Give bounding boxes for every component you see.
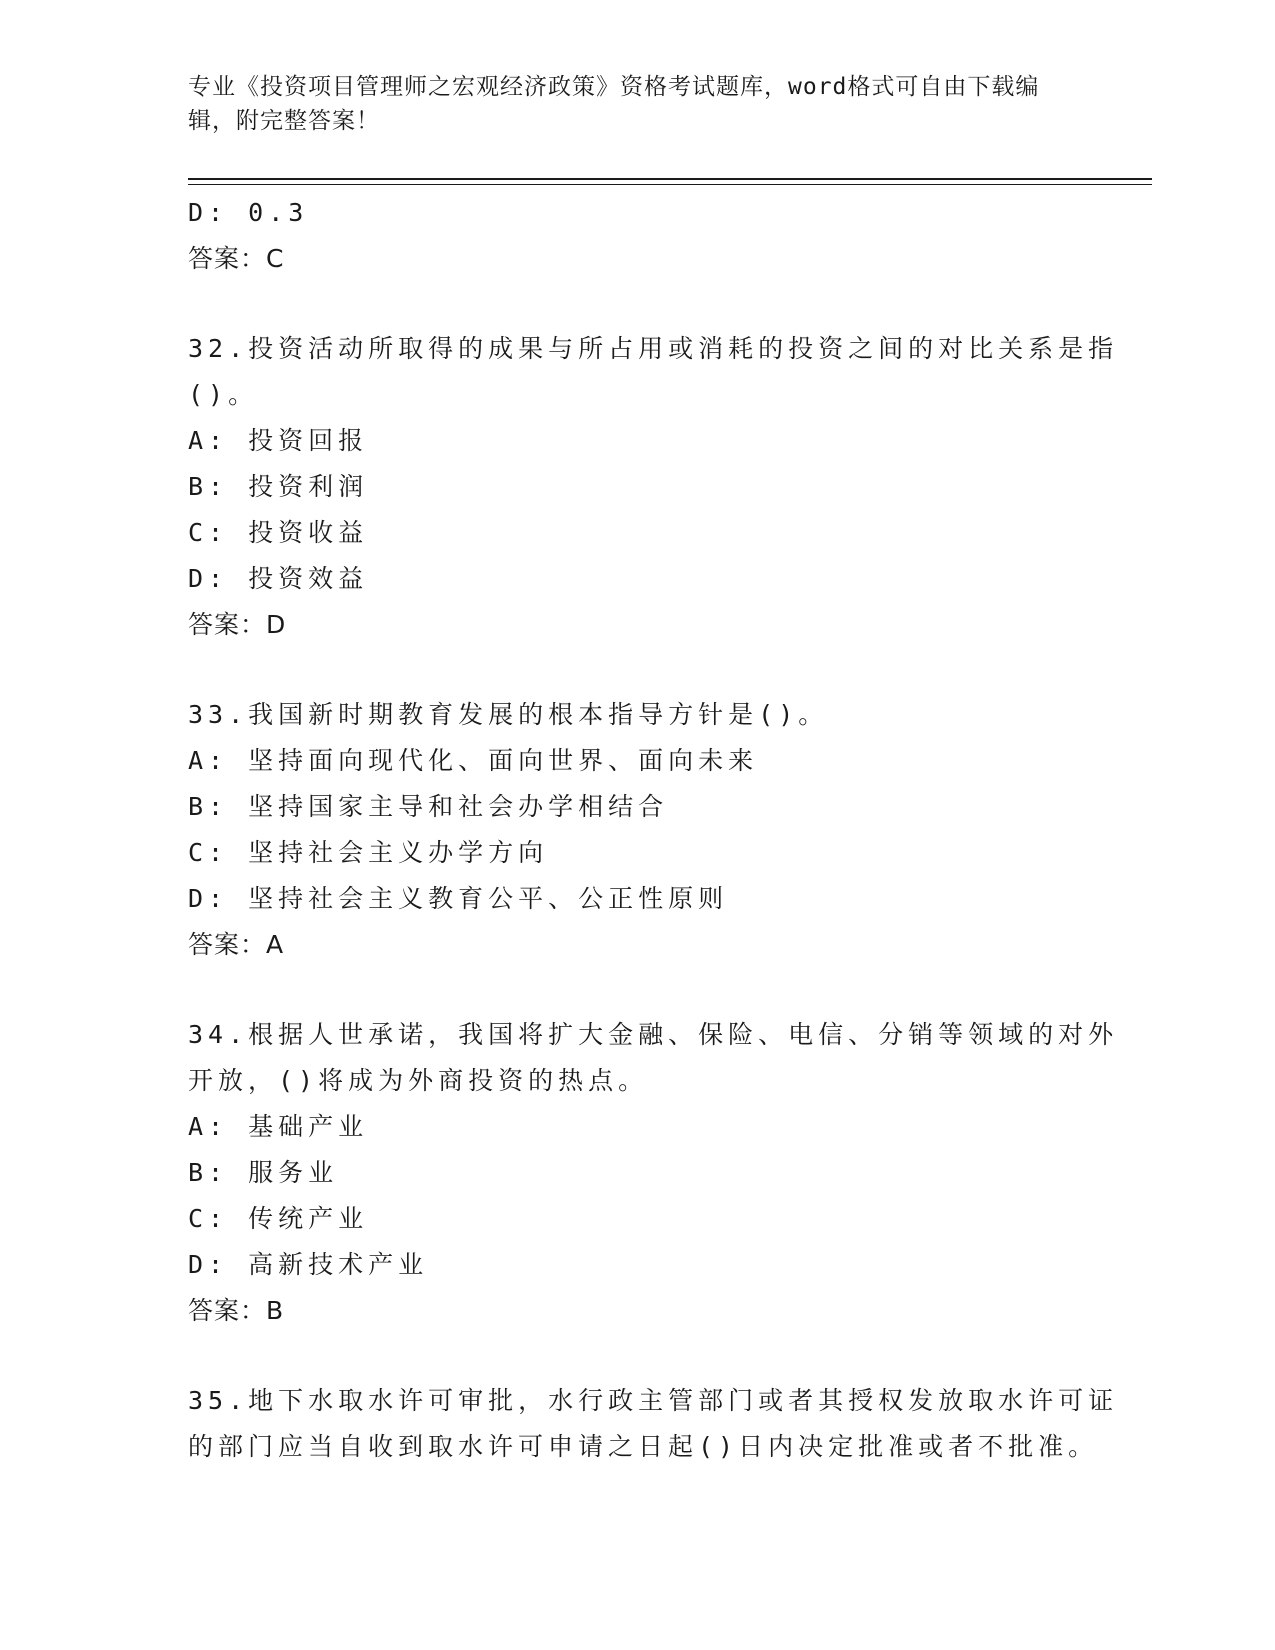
option-b: B: 服务业 [188, 1158, 339, 1187]
option-d: D: 投资效益 [188, 564, 369, 593]
question-stem-continued: ()。 [188, 380, 259, 409]
question-stem: 34.根据人世承诺，我国将扩大金融、保险、电信、分销等领域的对外 [188, 1020, 1119, 1049]
question-stem: 35.地下水取水许可审批，水行政主管部门或者其授权发放取水许可证 [188, 1386, 1119, 1415]
question-stem: 33.我国新时期教育发展的根本指导方针是()。 [188, 700, 829, 729]
question-gap [188, 1334, 1088, 1378]
question-stem-continued: 开放，()将成为外商投资的热点。 [188, 1066, 649, 1095]
question-32 [188, 326, 1119, 648]
question-31 [188, 190, 1088, 282]
header-line-1: 专业《投资项目管理师之宏观经济政策》资格考试题库，word格式可自由下载编 [188, 74, 1040, 100]
header-rule-thick [188, 178, 1152, 180]
option-d: D: 高新技术产业 [188, 1250, 429, 1279]
question-33 [188, 692, 1088, 968]
option-c: C: 坚持社会主义办学方向 [188, 838, 549, 867]
question-stem: 32.投资活动所取得的成果与所占用或消耗的投资之间的对比关系是指 [188, 334, 1119, 363]
question-35 [188, 1378, 1119, 1470]
header-rule-thin [188, 184, 1152, 185]
answer: 答案：D [188, 610, 287, 639]
answer: 答案：C [188, 244, 285, 273]
option-a: A: 基础产业 [188, 1112, 369, 1141]
question-list [188, 190, 1119, 1470]
answer: 答案：A [188, 930, 285, 959]
question-stem-continued: 的部门应当自收到取水许可申请之日起()日内决定批准或者不批准。 [188, 1432, 1099, 1461]
question-gap [188, 648, 1088, 692]
option-a: A: 投资回报 [188, 426, 369, 455]
option-c: C: 投资收益 [188, 518, 369, 547]
answer: 答案：B [188, 1296, 285, 1325]
option-c: C: 传统产业 [188, 1204, 369, 1233]
option-d: D: 坚持社会主义教育公平、公正性原则 [188, 884, 729, 913]
option-d: D: 0.3 [188, 198, 309, 227]
question-gap [188, 282, 1088, 326]
option-b: B: 投资利润 [188, 472, 369, 501]
document-header [188, 70, 1088, 138]
question-gap [188, 968, 1088, 1012]
header-line-2: 辑，附完整答案！ [188, 108, 380, 134]
question-34 [188, 1012, 1119, 1334]
option-b: B: 坚持国家主导和社会办学相结合 [188, 792, 669, 821]
option-a: A: 坚持面向现代化、面向世界、面向未来 [188, 746, 759, 775]
